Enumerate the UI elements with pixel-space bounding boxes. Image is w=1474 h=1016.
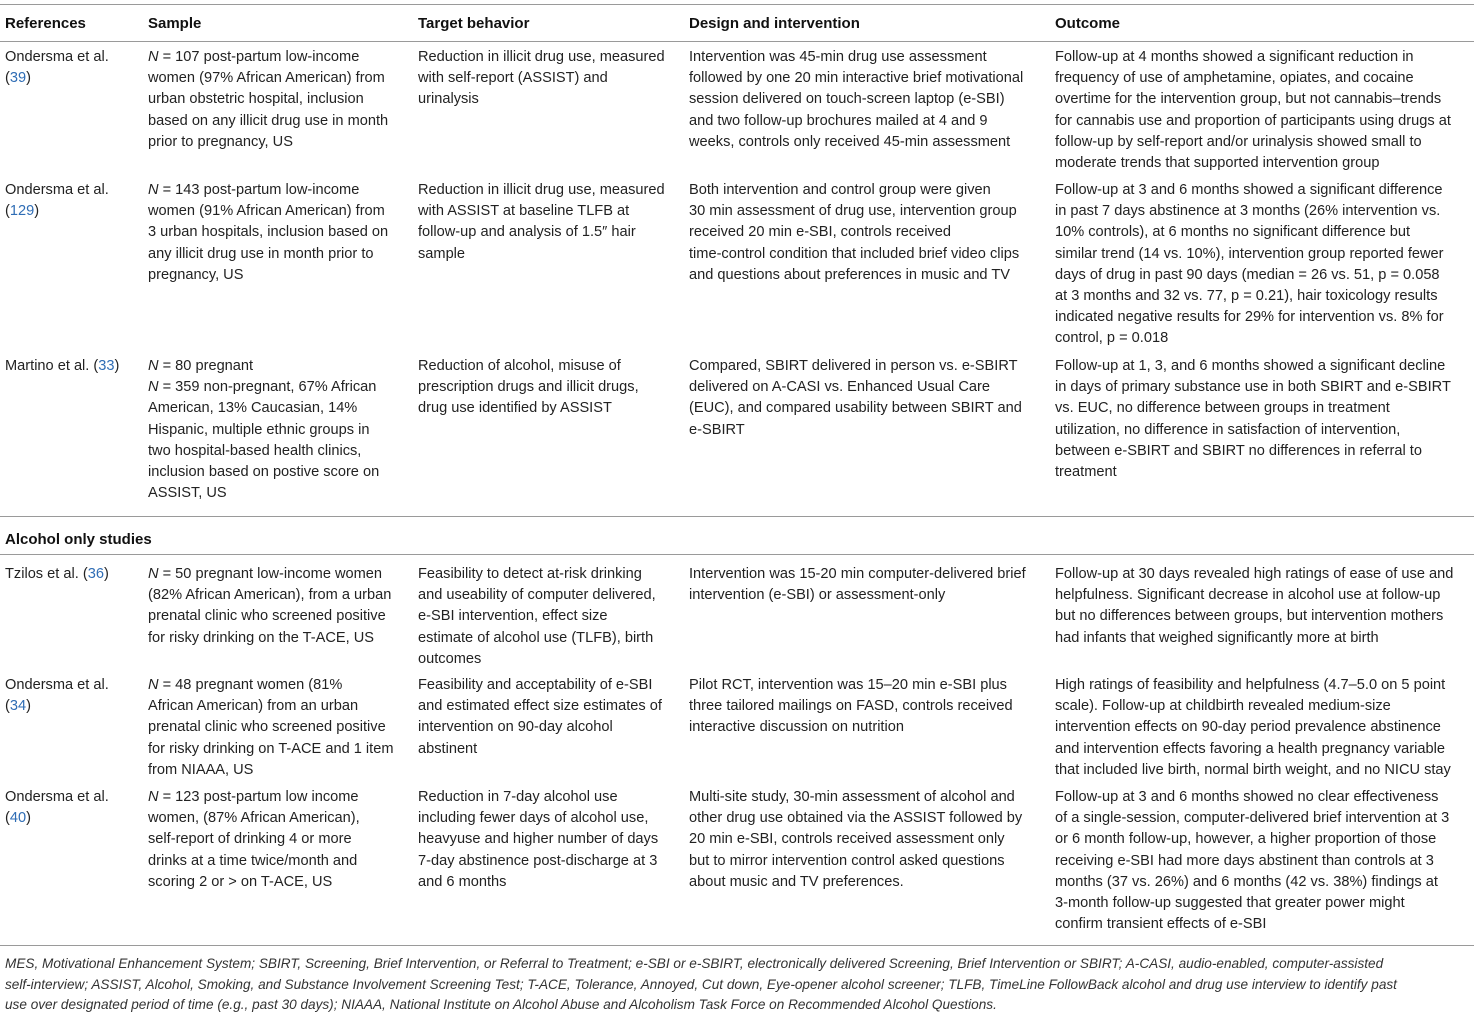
sample-cell: N = 48 pregnant women (81% African American) from an urban prenatal clinic who screened positive for risky drinking on T-ACE and 1 item from NIAAA, US bbox=[148, 677, 394, 778]
reference-link[interactable]: 34 bbox=[9, 698, 27, 715]
outcome-cell: Follow-up at 30 days revealed high ratings of ease of use and helpfulness. Significant decrease in alcohol use at follow-up but no differences between groups, but intervention mothers had infants that weighed significantly more at birth bbox=[1055, 566, 1454, 646]
outcome-cell: High ratings of feasibility and helpfulness (4.7–5.0 on 5 point scale). Follow-up at childbirth revealed medium-size intervention effects on 90-day period prevalence abstinence and intervention effects favoring a health pregnancy variable that included live birth, normal birth weight, and no NICU stay bbox=[1055, 677, 1451, 778]
target-cell: Reduction in illicit drug use, measured with ASSIST at baseline TLFB at follow-up and analysis of 1.5″ hair sample bbox=[418, 182, 665, 262]
reference-author: Tzilos et al. bbox=[5, 566, 79, 582]
reference-cell: Ondersma et al. (39) bbox=[5, 47, 140, 89]
design-cell: Both intervention and control group were given 30 min assessment of drug use, intervention group received 20 min e-SBI, controls received time-control condition that included brief video clips and questions about preferences in music and TV bbox=[689, 182, 1020, 283]
header-sample: Sample bbox=[148, 15, 202, 32]
reference-link[interactable]: 40 bbox=[9, 810, 27, 827]
design-cell: Compared, SBIRT delivered in person vs. e-SBIRT delivered on A-CASI vs. Enhanced Usual Care (EUC), and compared usability between SBIRT and e-SBIRT bbox=[689, 358, 1022, 438]
section-divider bbox=[0, 554, 1474, 555]
target-cell: Reduction of alcohol, misuse of prescription drugs and illicit drugs, drug use identified by ASSIST bbox=[418, 358, 639, 417]
design-cell: Multi-site study, 30-min assessment of alcohol and other drug use obtained via the ASSIST followed by 20 min e-SBI, controls received assessment only but to mirror intervention control asked questions about music and TV preferences. bbox=[689, 789, 1023, 890]
reference-link[interactable]: 36 bbox=[87, 566, 104, 582]
target-cell: Feasibility and acceptability of e-SBI and estimated effect size estimates of intervention on 90-day alcohol abstinent bbox=[418, 677, 662, 757]
sample-cell: N = 107 post-partum low-income women (97% African American) from urban obstetric hospital, inclusion based on any illicit drug use in month prior to pregnancy, US bbox=[148, 49, 389, 150]
sample-cell: N = 80 pregnant N = 359 non-pregnant, 67% African American, 13% Caucasian, 14% Hispanic, multiple ethnic groups in two hospital-based health clinics, inclusion based on postive score on ASSIST, US bbox=[148, 358, 380, 502]
reference-cell: Martino et al. (33) bbox=[5, 358, 120, 374]
header-outcome: Outcome bbox=[1055, 15, 1121, 32]
sample-cell: N = 123 post-partum low income women, (87% African American), self-report of drinking 4 or more drinks at a time twice/month and scoring 2 or > on T-ACE, US bbox=[148, 789, 360, 890]
header-target-behavior: Target behavior bbox=[418, 15, 530, 32]
reference-author: Ondersma et al. bbox=[5, 789, 109, 805]
table-bottom-rule bbox=[0, 945, 1474, 946]
sample-cell: N = 143 post-partum low-income women (91% African American) from 3 urban hospitals, inclusion based on any illicit drug use in month prior to pregnancy, US bbox=[148, 182, 389, 283]
reference-link[interactable]: 39 bbox=[9, 70, 27, 87]
reference-author: Martino et al. bbox=[5, 358, 90, 374]
reference-cell: Tzilos et al. (36) bbox=[5, 566, 109, 582]
header-references: References bbox=[5, 15, 86, 32]
target-cell: Feasibility to detect at-risk drinking and useability of computer delivered, e-SBI intervention, effect size estimate of alcohol use (TLFB), birth outcomes bbox=[418, 566, 656, 667]
header-design: Design and intervention bbox=[689, 15, 860, 32]
target-cell: Reduction in illicit drug use, measured with self-report (ASSIST) and urinalysis bbox=[418, 49, 665, 108]
reference-cell: Ondersma et al. (129) bbox=[5, 180, 140, 222]
section-divider bbox=[0, 516, 1474, 517]
outcome-cell: Follow-up at 3 and 6 months showed no clear effectiveness of a single-session, computer-delivered brief intervention at 3 or 6 month follow-up, however, a higher proportion of those receiving e-SBI had more days abstinent than controls at 3 months (37 vs. 26%) and 6 months (42 vs. 38%) findings at 3-month follow-up suggested that greater power might confirm transient effects of e-SBI bbox=[1055, 789, 1450, 933]
table-footnote: MES, Motivational Enhancement System; SBIRT, Screening, Brief Intervention, or Referral to Treatment; e-SBI or e-SBIRT, electronically delivered Screening, Brief Intervention or SBIRT; A-CASI, audio-enabled, computer-assisted self-interview; ASSIST, Alcohol, Smoking, and Substance Involvement Screening Test; T-ACE, Tolerance, Annoyed, Cut down, Eye-opener alcohol screener; TLFB, TimeLine FollowBack alcohol and drug use interview to identify past use over designated period of time (e.g., past 30 days); NIAAA, National Institute on Alcohol Abuse and Alcoholism Task Force on Recommended Alcohol Questions. bbox=[5, 956, 1397, 1012]
reference-link[interactable]: 33 bbox=[98, 358, 115, 374]
reference-link[interactable]: 129 bbox=[9, 203, 35, 220]
table-header bbox=[0, 4, 1474, 42]
target-cell: Reduction in 7-day alcohol use including fewer days of alcohol use, heavyuse and higher number of days 7-day abstinence post-discharge at 3 and 6 months bbox=[418, 789, 659, 890]
reference-author: Ondersma et al. bbox=[5, 182, 109, 198]
design-cell: Intervention was 15-20 min computer-delivered brief intervention (e-SBI) or assessment-only bbox=[689, 566, 1026, 604]
reference-author: Ondersma et al. bbox=[5, 49, 109, 65]
outcome-cell: Follow-up at 3 and 6 months showed a significant difference in past 7 days abstinence at 3 months (26% intervention vs. 10% controls), at 6 months no significant difference but similar trend (14 vs. 10%), intervention group reported fewer days of drug in past 90 days (median = 26 vs. 51, p = 0.058 at 3 months and 32 vs. 77, p = 0.21), hair toxicology results indicated negative results for 29% for intervention vs. 8% for control, p = 0.018 bbox=[1055, 182, 1444, 347]
section-heading: Alcohol only studies bbox=[5, 531, 152, 548]
outcome-cell: Follow-up at 1, 3, and 6 months showed a significant decline in days of primary substance use in both SBIRT and e-SBIRT vs. EUC, no difference between groups in treatment utilization, no difference in satisfaction of intervention, between e-SBIRT and SBIRT no differences in referral to treatment bbox=[1055, 358, 1451, 481]
design-cell: Pilot RCT, intervention was 15–20 min e-SBI plus three tailored mailings on FASD, controls received interactive discussion on nutrition bbox=[689, 677, 1013, 736]
design-cell: Intervention was 45-min drug use assessment followed by one 20 min interactive brief motivational session delivered on touch-screen laptop (e-SBI) and two follow-up brochures mailed at 4 and 9 weeks, controls only received 45-min assessment bbox=[689, 49, 1024, 150]
reference-cell: Ondersma et al. (34) bbox=[5, 675, 140, 717]
reference-cell: Ondersma et al. (40) bbox=[5, 787, 140, 829]
sample-cell: N = 50 pregnant low-income women (82% African American), from a urban prenatal clinic who screened positive for risky drinking on the T-ACE, US bbox=[148, 566, 392, 646]
outcome-cell: Follow-up at 4 months showed a significant reduction in frequency of use of amphetamine, opiates, and cocaine overtime for the intervention group, but not cannabis–trends for cannabis use and proportion of participants using drugs at follow-up by self-report and/or urinalysis showed small to moderate trends that supported intervention group bbox=[1055, 49, 1451, 172]
reference-author: Ondersma et al. bbox=[5, 677, 109, 693]
